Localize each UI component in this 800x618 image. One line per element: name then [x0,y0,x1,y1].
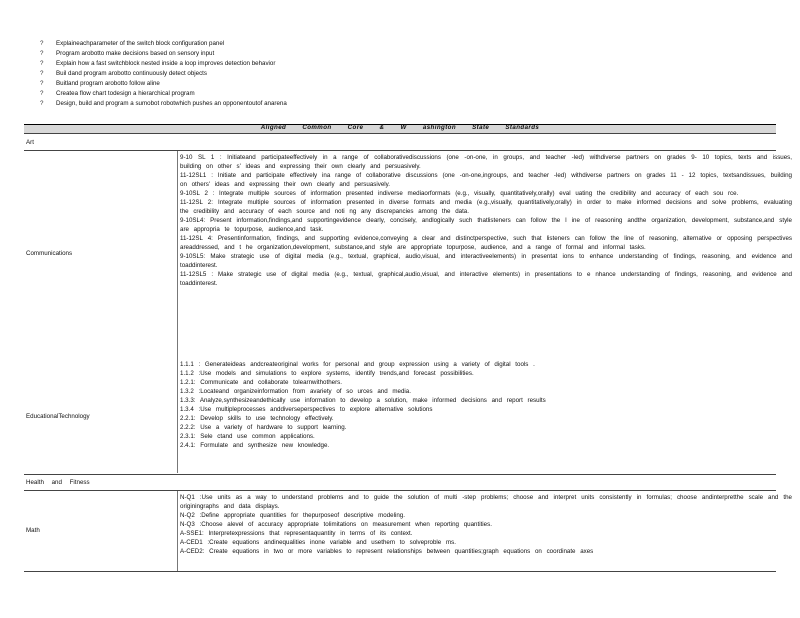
bullet-marker-icon: ? [40,70,44,77]
list-item: ? Buitland program arobotto follow aline [40,80,160,87]
standard-item: 11-12SL 2: Integrate multiple sources of information presented in diverse formats and media (e.g.,visually, quantitatively,orally) in order to make informed decisions and solve problems, evaluating the credibility and accuracy of each source and noti ng any discrepancies among the data. [180,199,792,215]
list-item: ? Explaineachparameter of the switch block configuration panel [40,40,225,47]
communications-standards [180,153,792,288]
standards-header: Aligned Common Core & W ashington State Standards [260,124,540,131]
standard-item: N-Q3 :Choose alevel of accuracy appropriate tolimitations on measurement when reporting quantities. [180,521,492,528]
subject-label-art: Art [26,139,34,146]
standard-item: 2.2.1: Develop skills to use technology effectively. [180,415,334,422]
standard-item: 1.1.1 : Generateideas andcreateoriginal works for personal and group expression using a variety of digital tools . [180,361,535,368]
math-standards [180,493,792,556]
standard-item: 9-10SL 2 : Integrate multiple sources of information presented indiverse mediaorformats (e.g., visually, quantitatively,orally) eval uating the credibility and accuracy of each sou rce. [180,190,739,197]
bullet-marker-icon: ? [40,90,44,97]
standard-item: 11-12SL1 : Initiate and participate effectively ina range of collaborative discussions (one -on-one,ingroups, and teacher -led) withdiverse partners on grades 11 - 12 topics, textsandissues, building on others' ideas and expressing their own clearly and persuasively. [180,172,792,188]
standard-item: 11-12SL5 : Make strategic use of digital media (e.g., textual, graphical,audio,visual, and interactive elements) in presentations to e nhance understanding of findings, reasoning, and evidence and toaddinterest. [180,271,792,287]
standard-item: 1.1.2 :Use models and simulations to explore systems, identify trends,and forecast possibilities. [180,370,474,377]
standard-item: A-CED2: Create equations in two or more variables to represent relationships between quantities;graph equations on coordinate axes [180,548,594,555]
subject-label-math: Math [26,527,40,534]
bullet-marker-icon: ? [40,40,44,47]
bullet-marker-icon: ? [40,80,44,87]
standard-item: 2.3.1: Sele ctand use common applications. [180,433,315,440]
standard-item: A-CED1 :Create equations andinequalities inone variable and usethem to solveproble ms. [180,539,456,546]
bullet-marker-icon: ? [40,60,44,67]
column-divider [177,151,178,473]
standard-item: 9-10SL4: Present information,findings,and supportingevidence clearly, concisely, andlogically such thatlisteners can follow the l ine of reasoning andthe organization, development, substance,and style are appropria te topurpose, audience,and task. [180,217,792,233]
subject-label-communications: Communications [26,250,73,257]
standard-item: N-Q2 :Define appropriate quantities for thepurposeof descriptive modeling. [180,512,405,519]
table-row-art [24,133,776,150]
bullet-marker-icon: ? [40,50,44,57]
edtech-standards [180,360,792,450]
subject-label-educational-technology: EducationalTechnology [26,413,90,420]
table-row-math [24,490,792,572]
standard-item: N-Q1 :Use units as a way to understand problems and to guide the solution of multi -step problems; choose and interpret units consistently in formulas; choose andinterpretthe scale and the originingraphs and data displays. [180,494,792,510]
list-item: ? Design, build and program a sumobot robotwhich pushes an opponentoutof anarena [40,100,287,107]
list-item: ? Createa flow chart todesign a hierarchical program [40,90,195,97]
standard-item: A-SSE1: Interpretexpressions that representaquantity in terms of its context. [180,530,413,537]
standard-item: 11-12SL 4: Presentinformation, findings, and supporting evidence,conveying a clear and distinctperspective, such that listeners can follow the line of reasoning, alternative or opposing perspectives areaddressed, and t he organization,development, substance,and style are appropriate topurpose, audience, and a range of formal and informal tasks. [180,235,792,251]
standard-item: 1.3.4 :Use multipleprocesses anddiverseperspectives to explore alternative solutions [180,406,433,413]
list-item: ? Buil dand program arobotto continuously detect objects [40,70,207,77]
subject-label-health: Health and Fitness [26,479,90,486]
list-item: ? Program arobotto make decisions based on sensory input [40,50,215,57]
column-divider [177,491,178,571]
standard-item: 2.4.1: Formulate and synthesize new knowledge. [180,442,330,449]
table-row-health [24,474,776,490]
standard-item: 1.3.2 :Locateand organizeinformation from avariety of so urces and media. [180,388,411,395]
standard-item: 1.2.1: Communicate and collaborate tolearnwithothers. [180,379,342,386]
objective-bullet-list [40,39,287,109]
bullet-marker-icon: ? [40,100,44,107]
list-item: ? Explain how a fast switchblock nested inside a loop improves detection behavior [40,60,276,67]
table-row-communications [24,150,792,473]
standard-item: 1.3.3: Analyze,synthesizeandethically use information to develop a solution, make informed decisions and report results [180,397,546,404]
standard-item: 9-10SL5: Make strategic use of digital media (e.g., textual, graphical, audio,visual, and interactiveelements) in presentat ions to enhance understanding of findings, reasoning, and evidence and toaddinterest. [180,253,792,269]
standard-item: 9-10 SL 1 : Initiateand participateeffectively in a range of collaborativediscussions (one -on-one, in groups, and teacher -led) withdiverse partners on grades 9- 10 topics, texts and issues, building on other s' ideas and expressing their own clearly and persuasively. [180,154,792,170]
standard-item: 2.2.2: Use a variety of hardware to support learning. [180,424,347,431]
